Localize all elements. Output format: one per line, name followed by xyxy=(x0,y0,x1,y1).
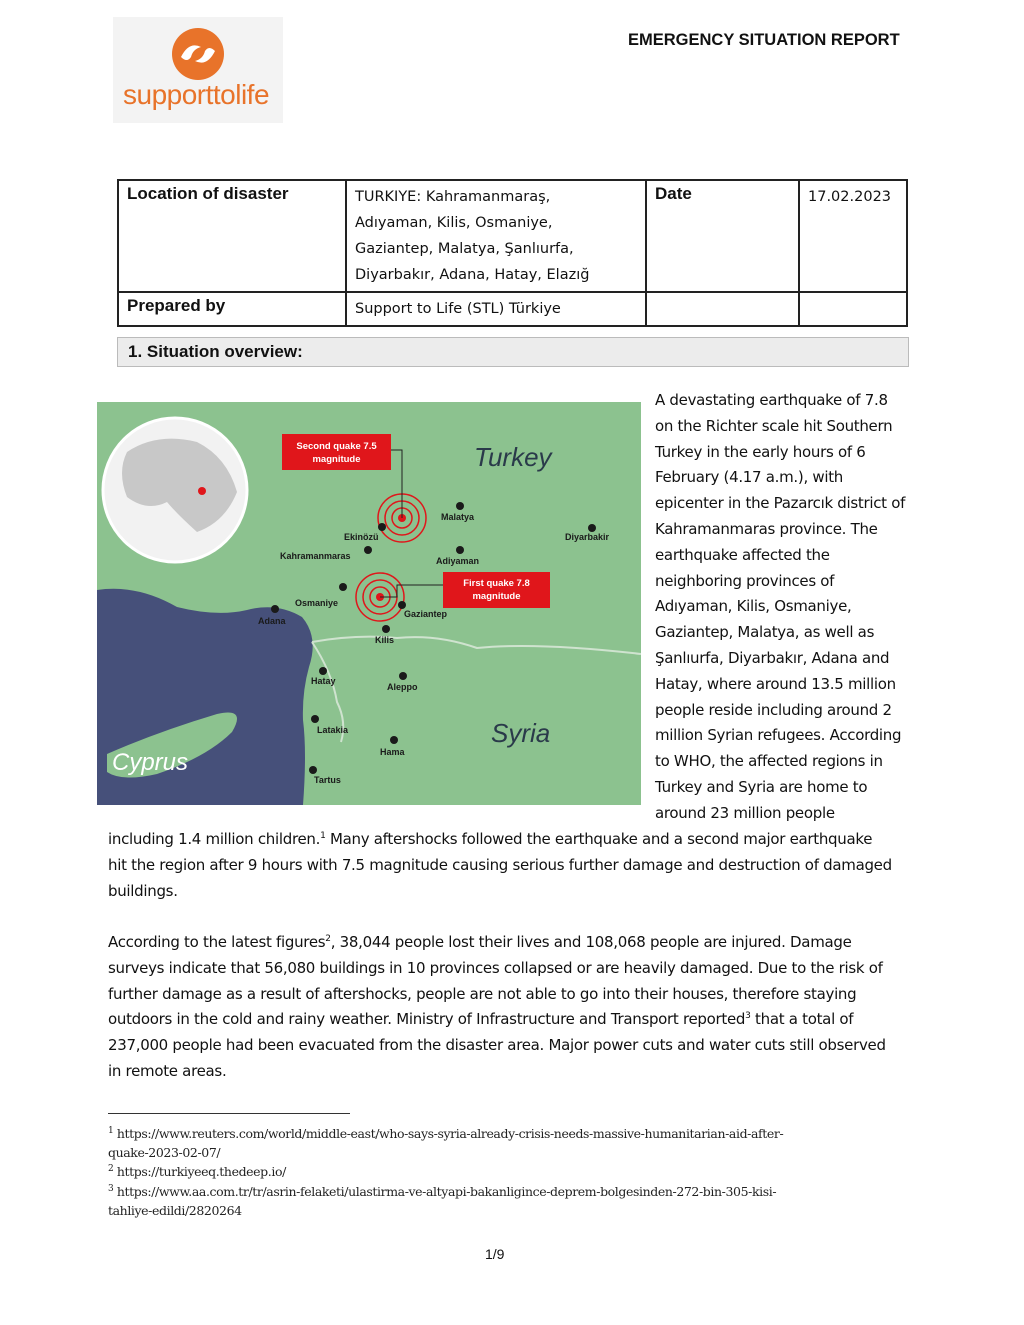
city-dot xyxy=(309,766,317,774)
footnote-number: 1 xyxy=(108,1125,114,1136)
city-label-adana: Adana xyxy=(258,616,286,626)
footnote-link[interactable]: https://www.aa.com.tr/tr/asrin-felaketi/ulastirma-ve-altyapi-bakanligince-deprem-bolgesinden-272-bin-305-kisi- xyxy=(113,1184,777,1199)
footnote-line xyxy=(108,1182,888,1201)
city-dot xyxy=(390,736,398,744)
text-span: , 38,044 people lost their lives and 108,068 people are injured. Damage xyxy=(330,933,852,951)
footnote-link[interactable]: https://turkiyeeq.thedeep.io/ xyxy=(113,1164,286,1179)
text-line: buildings. xyxy=(108,881,178,900)
footnote-link[interactable]: https://www.reuters.com/world/middle-east/who-says-syria-already-crisis-needs-massive-humanitarian-aid-after- xyxy=(113,1126,784,1141)
location-line: Gaziantep, Malatya, Şanlıurfa, xyxy=(355,241,574,257)
overview-side-text xyxy=(655,388,920,827)
date-value: 17.02.2023 xyxy=(799,180,907,292)
footnote-separator xyxy=(108,1113,350,1114)
text-line: neighboring provinces of xyxy=(655,571,835,590)
city-label-aleppo: Aleppo xyxy=(387,682,418,692)
text-line: Gaziantep, Malatya, as well as xyxy=(655,623,875,642)
footnote-2 xyxy=(108,1162,888,1181)
city-dot xyxy=(378,523,386,531)
city-dot xyxy=(311,715,319,723)
text-line: around 23 million people xyxy=(655,803,835,822)
footnote-number: 2 xyxy=(108,1163,114,1174)
country-label-turkey: Turkey xyxy=(474,442,552,472)
location-line: Adıyaman, Kilis, Osmaniye, xyxy=(355,215,553,231)
text-span: outdoors in the cold and rainy weather. Ministry of Infrastructure and Transport reported xyxy=(108,1010,746,1029)
overview-paragraph xyxy=(108,827,920,904)
empty-cell xyxy=(646,292,799,326)
city-dot xyxy=(456,546,464,554)
city-dot xyxy=(339,583,347,591)
city-label-kahramanmaras: Kahramanmaras xyxy=(280,551,351,561)
text-line: surveys indicate that 56,080 buildings in 10 provinces collapsed or are heavily damaged. Due to the risk of xyxy=(108,958,883,977)
city-dot xyxy=(588,524,596,532)
text-line: on the Richter scale hit Southern xyxy=(655,416,893,435)
text-line: February (4.17 a.m.), with xyxy=(655,468,844,487)
location-line: Diyarbakır, Adana, Hatay, Elazığ xyxy=(355,267,590,283)
footnote-ref[interactable]: 3 xyxy=(745,1011,751,1022)
page-number: 1/9 xyxy=(485,1246,505,1262)
text-line: Şanlıurfa, Diyarbakır, Adana and xyxy=(655,648,890,667)
report-title: EMERGENCY SITUATION REPORT xyxy=(628,31,900,49)
prepared-by-value: Support to Life (STL) Türkiye xyxy=(346,292,646,326)
text-line xyxy=(108,827,920,853)
footnote-line[interactable]: tahliye-edildi/2820264 xyxy=(108,1203,242,1218)
text-line: 237,000 people had been evacuated from the disaster area. Major power cuts and water cuts still observed xyxy=(108,1036,886,1055)
city-label-hatay: Hatay xyxy=(311,676,336,686)
date-label: Date xyxy=(646,180,799,292)
text-span: that a total of xyxy=(750,1010,854,1029)
text-line: Turkey and Syria are home to xyxy=(655,777,868,796)
city-dot xyxy=(364,546,372,554)
text-line: hit the region after 9 hours with 7.5 magnitude causing serious further damage and destruction of damaged xyxy=(108,855,892,874)
text-line: earthquake affected the xyxy=(655,545,830,564)
footnote-line xyxy=(108,1124,888,1143)
footnote-1 xyxy=(108,1124,888,1162)
text-line: A devastating earthquake of 7.8 xyxy=(655,391,888,409)
text-span: Many aftershocks followed the earthquake and a second major earthquake xyxy=(325,830,873,848)
figures-paragraph xyxy=(108,930,920,1085)
footnote-ref[interactable]: 2 xyxy=(325,934,331,944)
city-label-diyarbakir: Diyarbakir xyxy=(565,532,610,542)
callout-second-line: Second quake 7.5 xyxy=(296,441,377,452)
city-label-osmaniye: Osmaniye xyxy=(295,598,339,608)
country-label-syria: Syria xyxy=(491,718,551,748)
city-label-ekinozu: Ekinözü xyxy=(344,532,379,542)
callout-first-line: First quake 7.8 xyxy=(463,578,530,589)
text-line: Hatay, where around 13.5 million xyxy=(655,674,896,693)
info-table xyxy=(117,179,908,327)
city-dot xyxy=(271,605,279,613)
city-label-adiyaman: Adiyaman xyxy=(436,556,480,566)
footnote-number: 3 xyxy=(108,1183,114,1194)
city-label-kilis: Kilis xyxy=(375,635,395,645)
footnote-ref[interactable]: 1 xyxy=(320,831,326,841)
text-span: including 1.4 million children. xyxy=(108,830,321,848)
country-label-cyprus: Cyprus xyxy=(112,749,189,776)
section-heading: 1. Situation overview: xyxy=(117,337,909,367)
hands-heart-icon xyxy=(171,27,225,81)
city-dot xyxy=(382,625,390,633)
city-label-gaziantep: Gaziantep xyxy=(404,609,448,619)
text-line xyxy=(108,1007,920,1033)
city-dot xyxy=(456,502,464,510)
text-span: According to the latest figures xyxy=(108,933,326,951)
footnote-line xyxy=(108,1162,888,1181)
city-label-latakia: Latakia xyxy=(317,725,349,735)
text-line: people reside including around 2 xyxy=(655,700,892,719)
text-line: in remote areas. xyxy=(108,1061,227,1080)
footnote-line[interactable]: quake-2023-02-07/ xyxy=(108,1145,221,1160)
earthquake-map xyxy=(97,402,641,805)
location-line: TURKIYE: Kahramanmaraş, xyxy=(355,189,551,205)
text-line: Kahramanmaras province. The xyxy=(655,519,878,538)
text-line: epicenter in the Pazarcık district of xyxy=(655,494,906,513)
text-line xyxy=(108,930,920,956)
text-line: Adıyaman, Kilis, Osmaniye, xyxy=(655,597,852,616)
callout-second-line: magnitude xyxy=(312,454,361,465)
location-value xyxy=(346,180,646,292)
footnote-3 xyxy=(108,1182,888,1220)
city-label-tartus: Tartus xyxy=(314,775,341,785)
city-dot xyxy=(399,672,407,680)
text-line: to WHO, the affected regions in xyxy=(655,752,883,771)
city-dot xyxy=(398,601,406,609)
empty-cell xyxy=(799,292,907,326)
text-line: further damage as a result of aftershocks, people are not able to go into their houses, therefore staying xyxy=(108,984,857,1003)
text-line: million Syrian refugees. According xyxy=(655,726,902,745)
supporttolife-logo xyxy=(113,17,283,123)
globe-location-marker xyxy=(198,487,206,495)
city-label-hama: Hama xyxy=(380,747,405,757)
city-label-malatya: Malatya xyxy=(441,512,475,522)
text-line: Turkey in the early hours of 6 xyxy=(655,442,866,461)
logo-wordmark: supporttolife xyxy=(123,79,270,110)
location-label: Location of disaster xyxy=(118,180,346,292)
callout-first-line: magnitude xyxy=(472,591,521,602)
prepared-by-label: Prepared by xyxy=(118,292,346,326)
city-dot xyxy=(319,667,327,675)
